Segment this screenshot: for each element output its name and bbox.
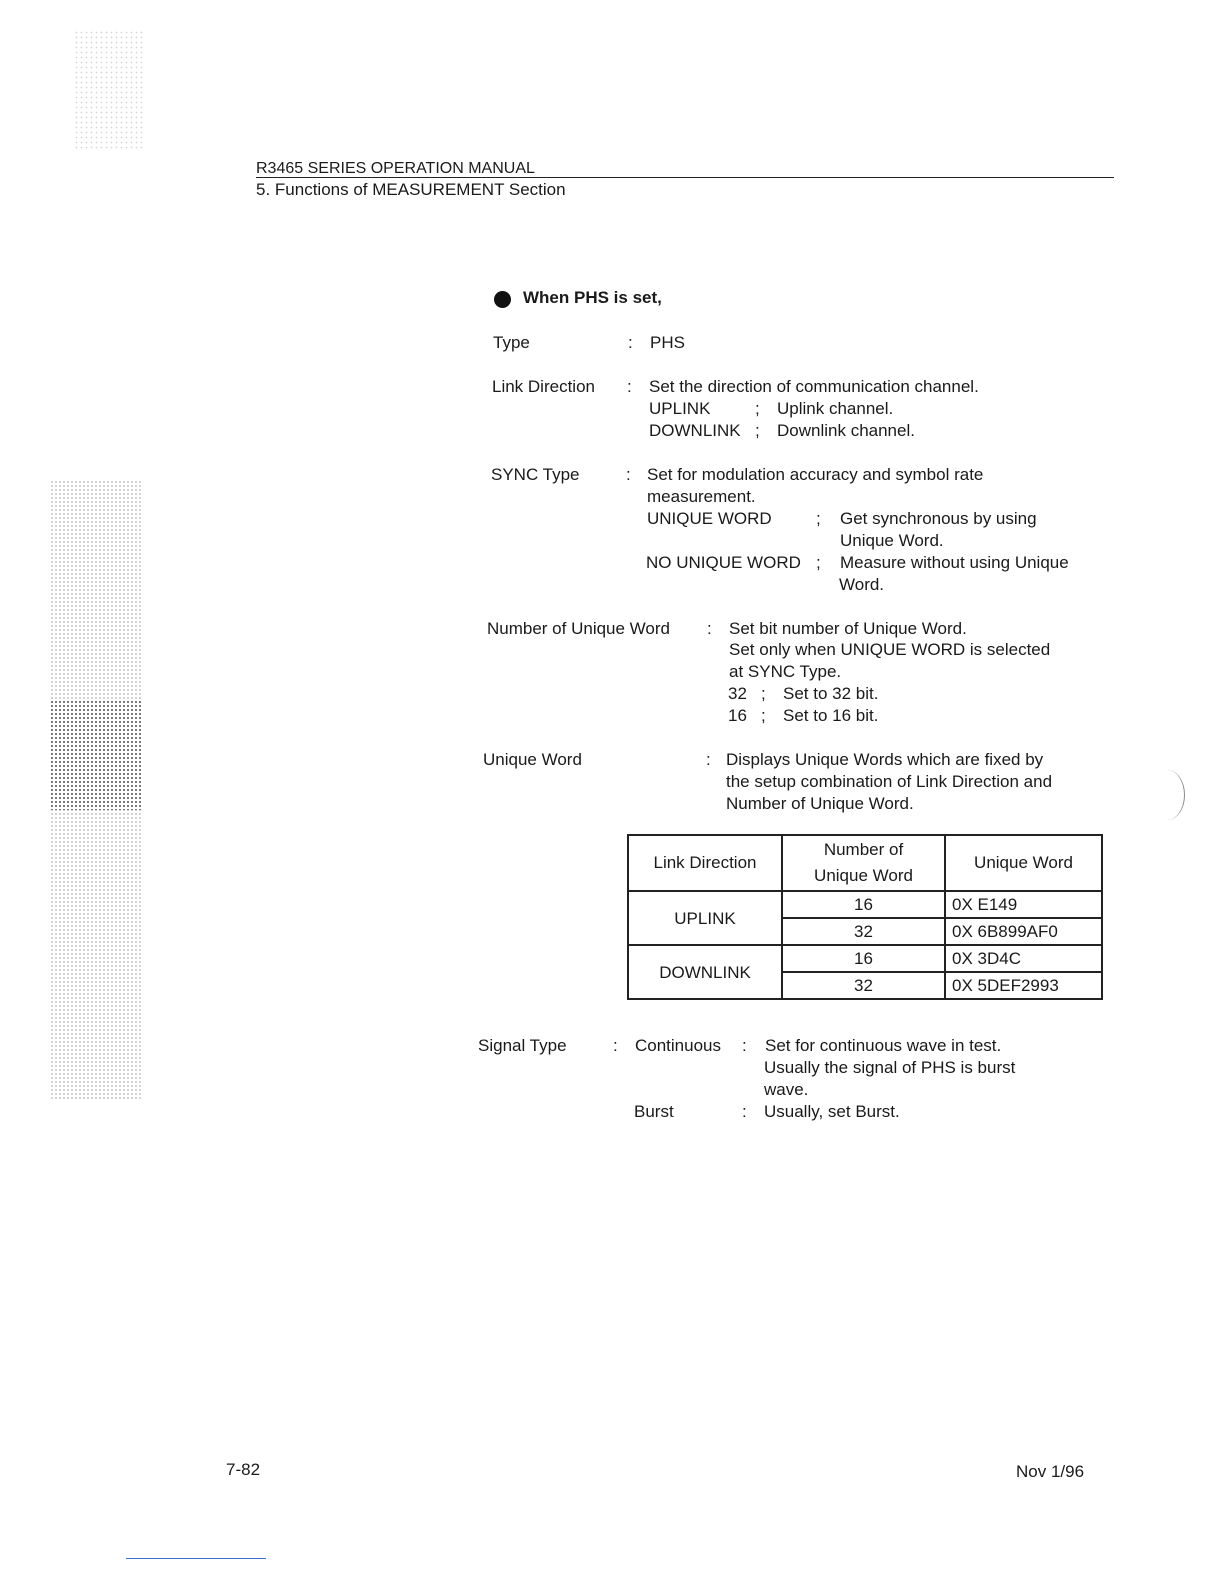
- signal-type-colon: :: [613, 1036, 618, 1055]
- scan-noise-dark: [50, 700, 142, 810]
- header-rule: [256, 177, 1114, 178]
- bits-32-sep: ;: [761, 684, 766, 703]
- burst-desc: Usually, set Burst.: [764, 1102, 900, 1121]
- number-uw-desc-3: at SYNC Type.: [729, 662, 842, 681]
- col-header-unique-word: Unique Word: [945, 835, 1102, 891]
- unique-word-label: Unique Word: [483, 750, 582, 769]
- sync-type-colon: :: [626, 465, 631, 484]
- burst-option: Burst: [634, 1102, 674, 1121]
- bits-32-option: 32: [728, 684, 747, 703]
- link-direction-desc: Set the direction of communication channel.: [649, 377, 979, 396]
- cell-unique-word: 0X 5DEF2993: [945, 972, 1102, 999]
- unique-word-desc-3: Number of Unique Word.: [726, 794, 914, 813]
- unique-word-colon: :: [706, 750, 711, 769]
- uplink-sep: ;: [755, 399, 760, 418]
- link-direction-label: Link Direction: [492, 377, 595, 396]
- col-header-number: [782, 835, 945, 891]
- cell-direction-downlink: DOWNLINK: [628, 945, 782, 999]
- cell-direction-uplink: UPLINK: [628, 891, 782, 945]
- downlink-option: DOWNLINK: [649, 421, 741, 440]
- continuous-sep: :: [742, 1036, 747, 1055]
- number-uw-colon: :: [707, 619, 712, 638]
- unique-word-table: [627, 834, 1103, 1000]
- type-colon: :: [628, 333, 633, 352]
- bits-16-option: 16: [728, 706, 747, 725]
- type-label: Type: [493, 333, 530, 352]
- number-uw-desc-2: Set only when UNIQUE WORD is selected: [729, 640, 1051, 659]
- scan-mark: [1150, 770, 1185, 820]
- continuous-option: Continuous: [635, 1036, 722, 1055]
- unique-word-sep: ;: [816, 509, 821, 528]
- sync-type-desc-1: Set for modulation accuracy and symbol rate: [647, 465, 984, 484]
- uplink-option: UPLINK: [649, 399, 711, 418]
- col-header-number-line2: Unique Word: [814, 866, 913, 885]
- sync-type-desc-2: measurement.: [647, 487, 756, 506]
- heading: When PHS is set,: [523, 288, 662, 307]
- signal-type-label: Signal Type: [478, 1036, 567, 1055]
- continuous-desc-1: Set for continuous wave in test.: [765, 1036, 1002, 1055]
- unique-word-desc-1: Displays Unique Words which are fixed by: [726, 750, 1044, 769]
- downlink-desc: Downlink channel.: [777, 421, 915, 440]
- no-unique-word-sep: ;: [816, 553, 821, 572]
- unique-word-option: UNIQUE WORD: [647, 509, 772, 528]
- continuous-desc-2: Usually the signal of PHS is burst: [764, 1058, 1016, 1077]
- table-header-row: [628, 835, 1102, 891]
- footer-link-underline: [126, 1558, 266, 1559]
- no-unique-word-option: NO UNIQUE WORD: [646, 553, 801, 572]
- scan-noise-top: [74, 30, 144, 150]
- uplink-desc: Uplink channel.: [777, 399, 894, 418]
- bits-16-desc: Set to 16 bit.: [783, 706, 879, 725]
- continuous-desc-3: wave.: [764, 1080, 809, 1099]
- table-row: [628, 945, 1102, 972]
- page-date: Nov 1/96: [1016, 1462, 1085, 1481]
- unique-word-desc-2: Unique Word.: [840, 531, 944, 550]
- number-uw-label: Number of Unique Word: [487, 619, 670, 638]
- col-header-link-direction: Link Direction: [628, 835, 782, 891]
- cell-number: 32: [782, 972, 945, 999]
- manual-title: R3465 SERIES OPERATION MANUAL: [256, 160, 535, 177]
- cell-unique-word: 0X E149: [945, 891, 1102, 918]
- col-header-number-line1: Number of: [823, 840, 904, 859]
- cell-number: 16: [782, 891, 945, 918]
- downlink-sep: ;: [755, 421, 760, 440]
- number-uw-desc-1: Set bit number of Unique Word.: [729, 619, 967, 638]
- sync-type-label: SYNC Type: [491, 465, 580, 484]
- link-direction-colon: :: [627, 377, 632, 396]
- unique-word-desc-1: Get synchronous by using: [840, 509, 1037, 528]
- page-number: 7-82: [226, 1460, 261, 1479]
- cell-unique-word: 0X 3D4C: [945, 945, 1102, 972]
- bits-16-sep: ;: [761, 706, 766, 725]
- bits-32-desc: Set to 32 bit.: [783, 684, 879, 703]
- no-unique-word-desc-2: Word.: [839, 575, 885, 594]
- cell-number: 16: [782, 945, 945, 972]
- table-row: [628, 891, 1102, 918]
- burst-sep: :: [742, 1102, 747, 1121]
- section-title: 5. Functions of MEASUREMENT Section: [256, 180, 566, 199]
- bullet-icon: [494, 291, 511, 308]
- type-value: PHS: [650, 333, 685, 352]
- cell-unique-word: 0X 6B899AF0: [945, 918, 1102, 945]
- cell-number: 32: [782, 918, 945, 945]
- no-unique-word-desc-1: Measure without using Unique: [840, 553, 1069, 572]
- unique-word-desc-2: the setup combination of Link Direction and: [726, 772, 1053, 791]
